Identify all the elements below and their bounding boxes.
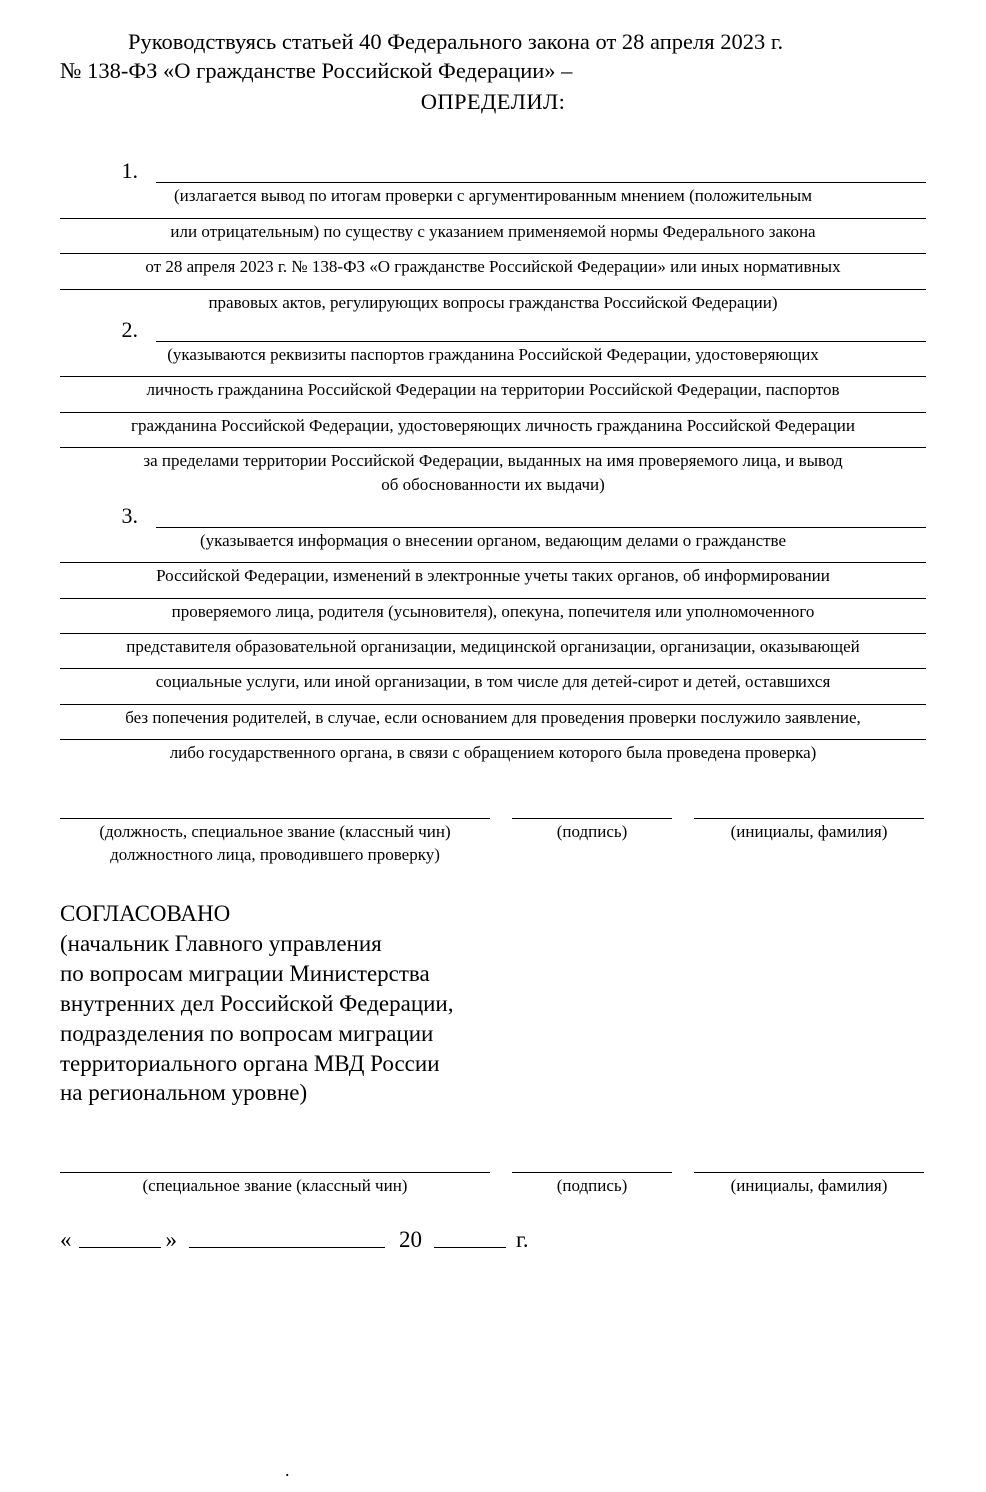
date-month-blank[interactable] [189, 1247, 385, 1248]
item-2-line-4[interactable] [60, 447, 926, 448]
item-3-caption-2: Российской Федерации, изменений в электронные учеты таких органов, об информировании [156, 566, 830, 586]
footer-mark: . [285, 1460, 290, 1480]
official-initials-column [694, 818, 924, 842]
official-position-column [60, 818, 490, 866]
item-1-row [60, 160, 926, 183]
document-page [0, 28, 986, 1492]
item-3-line-6[interactable] [60, 704, 926, 705]
official-signature-caption: (подпись) [556, 821, 628, 841]
signature-block-approver [60, 1172, 926, 1196]
item-1-caption-4: правовых актов, регулирующих вопросы гражданства Российской Федерации) [208, 292, 778, 312]
intro-line-1: Руководствуясь статьей 40 Федерального закона от 28 апреля 2023 г. [128, 29, 784, 54]
approval-block [60, 899, 926, 1108]
item-3-caption-7: либо государственного органа, в связи с обращением которого была проведена проверка) [169, 743, 817, 763]
approval-line-2: по вопросам миграции Министерства [60, 960, 430, 986]
date-year-blank[interactable] [434, 1247, 506, 1248]
item-3-caption-4: представителя образовательной организации, медицинской организации, организации, оказывающей [126, 637, 860, 657]
date-line [60, 1227, 926, 1253]
approval-title: СОГЛАСОВАНО [60, 901, 231, 927]
approval-line-3: внутренних дел Российской Федерации, [60, 990, 454, 1016]
item-3-line-5[interactable] [60, 668, 926, 669]
item-3-caption-3: проверяемого лица, родителя (усыновителя), опекуна, попечителя или уполномоченного [171, 601, 815, 621]
intro-paragraph [60, 28, 926, 116]
date-day-blank[interactable] [79, 1247, 161, 1248]
approval-line-5: территориального органа МВД России [60, 1050, 440, 1076]
approver-rank-caption: (специальное звание (классный чин) [142, 1176, 408, 1196]
item-3-caption-5: социальные услуги, или иной организации, в том числе для детей-сирот и детей, оставшихся [155, 672, 831, 692]
item-3-caption-1: (указывается информация о внесении органом, ведающим делами о гражданстве [199, 530, 787, 550]
official-initials-caption: (инициалы, фамилия) [730, 821, 888, 841]
item-2-row [60, 316, 926, 342]
decision-word: ОПРЕДЕЛИЛ: [420, 88, 566, 114]
date-year-prefix: 20 [399, 1226, 422, 1252]
item-3-number: 3. [121, 502, 138, 528]
date-quote-open: « [60, 1226, 72, 1252]
approver-signature-caption: (подпись) [556, 1176, 628, 1196]
item-2-number: 2. [121, 316, 138, 342]
item-2-caption-5: об обоснованности их выдачи) [381, 474, 605, 494]
item-1-caption-2: или отрицательным) по существу с указанием применяемой нормы Федерального закона [170, 221, 816, 241]
item-1-fill-line[interactable] [156, 182, 926, 183]
item-2-fill-line[interactable] [156, 341, 926, 342]
approver-initials-column [694, 1172, 924, 1196]
item-2-line-2[interactable] [60, 376, 926, 377]
approver-initials-caption: (инициалы, фамилия) [730, 1176, 888, 1196]
item-2-caption-3: гражданина Российской Федерации, удостоверяющих личность гражданина Российской Федерации [130, 415, 856, 435]
official-signature-column [512, 818, 672, 842]
item-2-caption-4: за пределами территории Российской Федерации, выданных на имя проверяемого лица, и вывод [143, 451, 843, 471]
approval-line-1: (начальник Главного управления [60, 931, 382, 957]
item-3-line-2[interactable] [60, 562, 926, 563]
item-2-line-3[interactable] [60, 412, 926, 413]
signature-block-official [60, 818, 926, 866]
official-position-caption-2: должностного лица, проводившего проверку) [110, 844, 440, 864]
date-quote-close: » [165, 1226, 177, 1252]
approval-line-4: подразделения по вопросам миграции [60, 1020, 434, 1046]
item-3-row [60, 502, 926, 528]
date-year-suffix: г. [516, 1226, 529, 1252]
item-1-line-4[interactable] [60, 289, 926, 290]
approver-rank-column [60, 1172, 490, 1196]
item-3-caption-6: без попечения родителей, в случае, если основанием для проведения проверки послужило заявление, [125, 707, 861, 727]
item-3-fill-line[interactable] [156, 527, 926, 528]
item-1-line-2[interactable] [60, 218, 926, 219]
approver-signature-column [512, 1172, 672, 1196]
official-position-caption-1: (должность, специальное звание (классный чин) [99, 821, 451, 841]
approval-line-6: на региональном уровне) [60, 1080, 308, 1106]
item-1-line-3[interactable] [60, 253, 926, 254]
item-1-number: 1. [121, 158, 138, 184]
item-3-line-7[interactable] [60, 739, 926, 740]
item-2-caption-1: (указываются реквизиты паспортов гражданина Российской Федерации, удостоверяющих [167, 344, 819, 364]
item-1-caption-3: от 28 апреля 2023 г. № 138-ФЗ «О гражданстве Российской Федерации» или иных нормативных [145, 257, 841, 277]
item-3-line-4[interactable] [60, 633, 926, 634]
item-1-caption-1: (излагается вывод по итогам проверки с аргументированным мнением (положительным [173, 186, 812, 206]
intro-line-2: № 138-ФЗ «О гражданстве Российской Федерации» – [60, 57, 573, 83]
item-2-caption-2: личность гражданина Российской Федерации на территории Российской Федерации, паспортов [146, 380, 840, 400]
item-3-line-3[interactable] [60, 598, 926, 599]
